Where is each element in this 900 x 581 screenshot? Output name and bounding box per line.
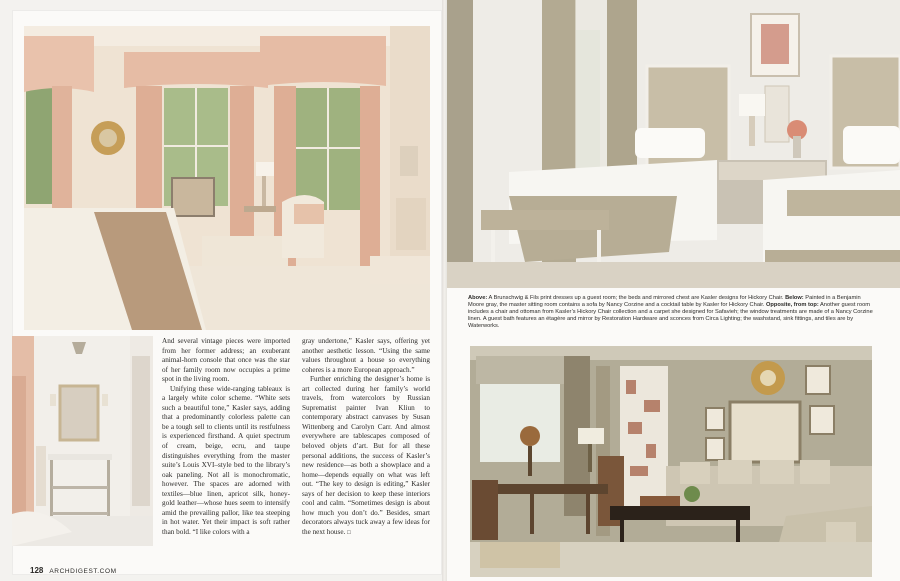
article-column-2 — [302, 337, 430, 538]
caption-lead-opposite: Opposite, from top: — [765, 302, 819, 309]
caption-text-below: Painted in a Benjamin Moore gray, the master sitting room contains a sofa by Nancy Corzine and a cocktail table by Kasler for Hickory Chair. — [468, 295, 861, 309]
article-text: Further enriching the designer’s home is art collected during her family’s world travels, from watercolors by Russian Suprematist painter Ivan Kliun to contemporary abstract canvases by Susan Wittenberg and Carolyn Carr. And almost everywhere are tablescapes composed of beloved objets d’art. But for all these personal additions, the success of Kasler’s new residence—as both a showplace and a home—depends equally on what was left out. “The key to design is editing,” Kasler says of her decision to keep these interiors cool and calm. “Sometimes design is about how much you don’t do.” Besides, smart decorators always tuck away a few ideas for the next house. — [302, 375, 430, 536]
guest-bath-photo — [12, 336, 153, 546]
page-folio — [30, 560, 117, 578]
caption-lead-below: Below: — [785, 295, 804, 301]
end-mark-icon: □ — [347, 529, 351, 536]
pink-bedroom-photo — [24, 26, 430, 330]
site-url: ARCHDIGEST.COM — [49, 568, 117, 575]
caption-lead-above: Above: — [468, 295, 488, 301]
caption-text-above: A Brunschwig & Fils print dresses up a guest room; the beds and mirrored chest are Kasler designs for Hickory Chair. — [487, 295, 786, 301]
article-text: gray undertone,” Kasler says, offering yet another aesthetic lesson. “Using the same values throughout a house so everything coheres is a more European approach.” — [302, 337, 430, 374]
photo-caption — [468, 295, 878, 330]
article-paragraph: And several vintage pieces were imported from her former address; an exuberant animal-horn console that once was the star of her family room now occupies a prime spot in the living room. — [162, 337, 290, 384]
article-paragraph: Unifying these wide-ranging tableaux is a largely white color scheme. “White sets such a beautiful tone,” Kasler says, adding that a predominantly colorless palette can be a tough sell to clients until its restfulness is experienced firsthand. A quiet spectrum of cream, beige, ecru, and taupe distinguishes everything from the master suite’s Louis XVI–style bed to the library’s oak paneling. Not all is monochromatic, however. The spaces are adorned with textiles—blue linen, apricot silk, honey-gold leather—whose hues seem to intensify amid the prevailing pallor, like tea steeping in hot water. Yet their impact is soft rather than bold. “I like colors with a — [162, 384, 290, 536]
master-sitting-room-photo — [470, 346, 872, 577]
article-column-1 — [162, 337, 290, 537]
caption-text-opposite: Another guest room includes a chair and ottoman from Kasler’s Hickory Chair collection and a carpet she designed for Safavieh; the window treatments are made of a Nancy Corzine linen. A guest bath features an étagère and mirror by Restoration Hardware and sconces from Circa Lighting; the washstand, sink fittings, and tiles are by Waterworks. — [468, 302, 873, 330]
article-paragraph — [302, 337, 430, 375]
page-number: 128 — [30, 566, 44, 575]
twin-bed-guest-room-photo — [447, 0, 900, 288]
article-paragraph — [302, 375, 430, 538]
